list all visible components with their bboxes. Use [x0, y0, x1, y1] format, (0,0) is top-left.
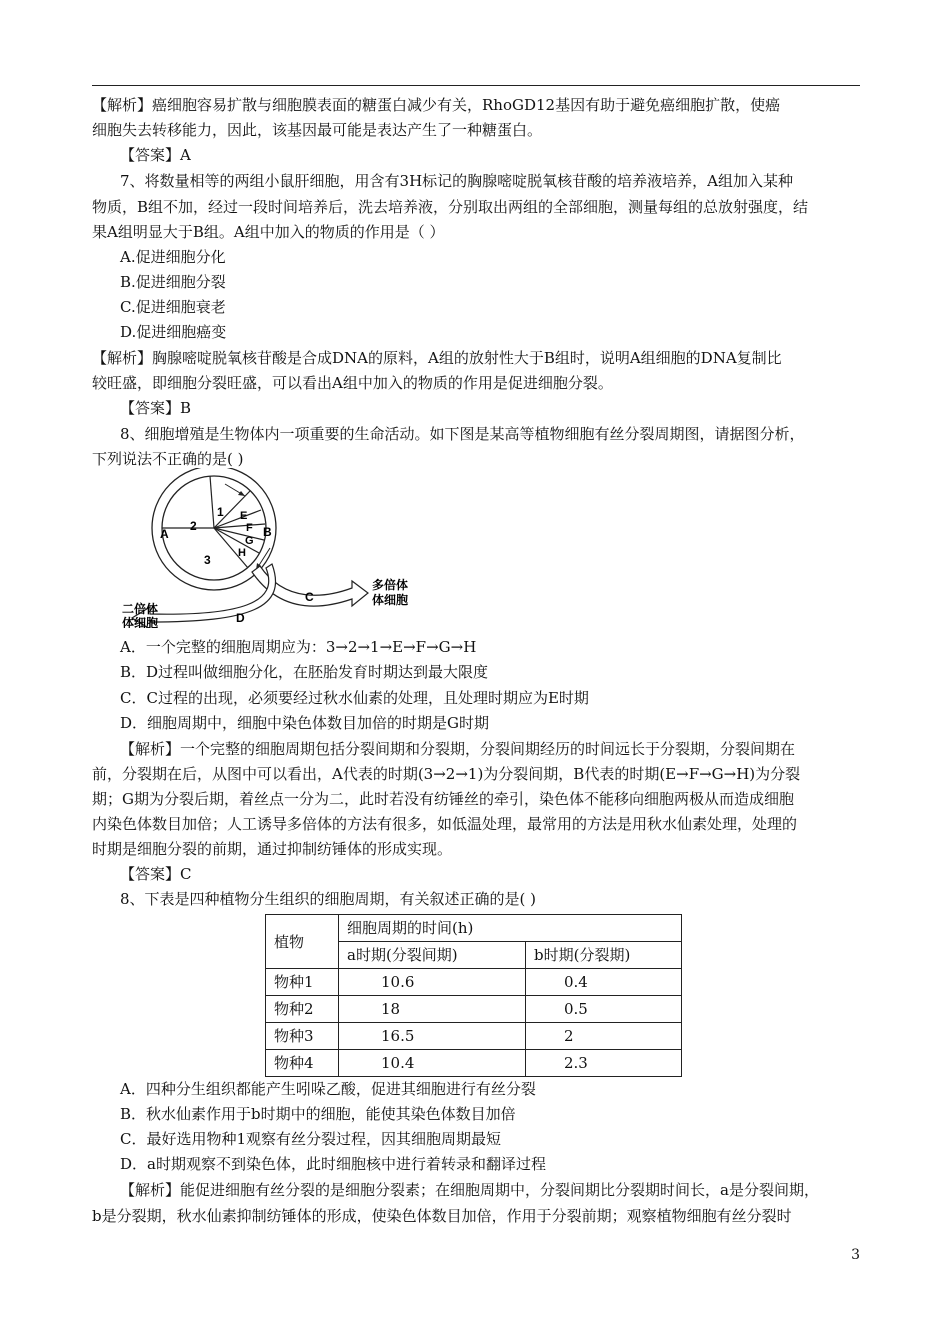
diploid-label-line1: 二倍体	[122, 602, 159, 616]
q7-option-b: B.促进细胞分裂	[120, 273, 226, 291]
th-b-phase: b时期(分裂期)	[526, 942, 682, 969]
th-a-phase: a时期(分裂间期)	[339, 942, 526, 969]
cell-a: 10.4	[339, 1050, 526, 1077]
polyploid-label-line2: 体细胞	[372, 593, 409, 607]
cell-name: 物种2	[266, 996, 339, 1023]
q8-stem-line-1: 8、细胞增殖是生物体内一项重要的生命活动。如下图是某高等植物细胞有丝分裂周期图，请据图分析，	[120, 425, 805, 443]
q9-option-c: C．最好选用物种1观察有丝分裂过程，因其细胞周期最短	[120, 1130, 502, 1148]
q6-answer: 【答案】A	[120, 146, 191, 164]
q9-option-a: A．四种分生组织都能产生吲哚乙酸，促进其细胞进行有丝分裂	[120, 1080, 536, 1098]
q7-answer: 【答案】B	[120, 399, 192, 417]
cell-a: 18	[339, 996, 526, 1023]
cell-a: 16.5	[339, 1023, 526, 1050]
polyploid-label-line1: 多倍体	[372, 578, 409, 592]
page-number: 3	[851, 1247, 860, 1263]
cell-a: 10.6	[339, 969, 526, 996]
cell-cycle-diagram	[120, 468, 430, 628]
q7-analysis-line-2: 较旺盛，即细胞分裂旺盛，可以看出A组中加入的物质的作用是促进细胞分裂。	[92, 374, 613, 392]
q9-option-b: B．秋水仙素作用于b时期中的细胞，能使其染色体数目加倍	[120, 1105, 516, 1123]
ring-label-a: A	[160, 527, 169, 541]
arrow-label-d: D	[236, 611, 245, 625]
q8-option-b: B．D过程叫做细胞分化，在胚胎发育时期达到最大限度	[120, 663, 489, 681]
q7-option-a: A.促进细胞分化	[120, 248, 226, 266]
q8-analysis-line-5: 时期是细胞分裂的前期，通过抑制纺锤体的形成实现。	[92, 840, 453, 858]
q9-analysis-line-1: 【解析】能促进细胞有丝分裂的是细胞分裂素；在细胞周期中，分裂间期比分裂期时间长，a是分裂间期，	[120, 1181, 819, 1199]
q7-analysis-line-1: 【解析】胸腺嘧啶脱氧核苷酸是合成DNA的原料，A组的放射性大于B组时，说明A组细胞的DNA复制比	[92, 349, 782, 367]
q6-analysis-line-1: 【解析】癌细胞容易扩散与细胞膜表面的糖蛋白减少有关，RhoGD12基因有助于避免癌细胞扩散，使癌	[92, 96, 781, 114]
table-row	[266, 1050, 682, 1077]
q7-stem-line-3: 果A组明显大于B组。A组中加入的物质的作用是（ ）	[92, 223, 445, 241]
sector-label-f: F	[246, 522, 253, 534]
sector-label-e: E	[240, 510, 248, 522]
q8-analysis-line-4: 内染色体数目加倍；人工诱导多倍体的方法有很多，如低温处理，最常用的方法是用秋水仙素处理，处理的	[92, 815, 798, 833]
q7-stem-line-2: 物质，B组不加，经过一段时间培养后，洗去培养液，分别取出两组的全部细胞，测量每组的总放射强度，结	[92, 198, 809, 216]
table-row	[266, 969, 682, 996]
q8-option-c: C．C过程的出现，必须要经过秋水仙素的处理，且处理时期应为E时期	[120, 689, 589, 707]
q7-option-c: C.促进细胞衰老	[120, 298, 226, 316]
q9-stem: 8、下表是四种植物分生组织的细胞周期，有关叙述正确的是( )	[120, 890, 537, 908]
ring-label-b: B	[263, 525, 272, 539]
q8-analysis-line-2: 前，分裂期在后，从图中可以看出，A代表的时期(3→2→1)为分裂间期，B代表的时期(E→F→G→H)为分裂	[92, 765, 801, 783]
sector-label-1: 1	[217, 505, 224, 519]
sector-label-h: H	[238, 547, 246, 559]
q6-analysis-line-2: 细胞失去转移能力，因此，该基因最可能是表达产生了一种糖蛋白。	[92, 121, 543, 139]
q7-option-d: D.促进细胞癌变	[120, 323, 227, 341]
header-rule	[92, 85, 860, 86]
sector-label-g: G	[245, 535, 254, 547]
cell-b: 2.3	[526, 1050, 682, 1077]
table-row	[266, 1023, 682, 1050]
q8-answer: 【答案】C	[120, 865, 192, 883]
q7-stem-line-1: 7、将数量相等的两组小鼠肝细胞，用含有3H标记的胸腺嘧啶脱氧核苷酸的培养液培养，A组加入某种	[120, 172, 794, 190]
q8-stem-line-2: 下列说法不正确的是( )	[92, 450, 244, 468]
q8-analysis-line-1: 【解析】一个完整的细胞周期包括分裂间期和分裂期，分裂间期经历的时间远长于分裂期，分裂间期在	[120, 740, 796, 758]
cell-b: 0.4	[526, 969, 682, 996]
cell-name: 物种1	[266, 969, 339, 996]
cell-b: 2	[526, 1023, 682, 1050]
cycle-arrowhead-top	[238, 491, 245, 496]
q9-option-d: D．a时期观察不到染色体，此时细胞核中进行着转录和翻译过程	[120, 1155, 546, 1173]
cell-cycle-table	[265, 914, 682, 1077]
cell-name: 物种4	[266, 1050, 339, 1077]
th-plant: 植物	[266, 915, 339, 969]
q8-option-a: A．一个完整的细胞周期应为：3→2→1→E→F→G→H	[120, 638, 477, 656]
q8-option-d: D．细胞周期中，细胞中染色体数目加倍的时期是G时期	[120, 714, 490, 732]
table-row	[266, 996, 682, 1023]
cell-b: 0.5	[526, 996, 682, 1023]
sector-label-2: 2	[190, 519, 197, 533]
arrow-label-c: C	[305, 590, 314, 604]
th-cycle-time: 细胞周期的时间(h)	[339, 915, 682, 942]
sector-label-3: 3	[204, 553, 211, 567]
cell-name: 物种3	[266, 1023, 339, 1050]
q8-analysis-line-3: 期；G期为分裂后期，着丝点一分为二，此时若没有纺锤丝的牵引，染色体不能移向细胞两极从而造成细胞	[92, 790, 794, 808]
q9-analysis-line-2: b是分裂期，秋水仙素抑制纺锤体的形成，使染色体数目加倍，作用于分裂前期；观察植物细胞有丝分裂时	[92, 1207, 792, 1225]
diploid-label-line2: 体细胞	[122, 616, 159, 628]
